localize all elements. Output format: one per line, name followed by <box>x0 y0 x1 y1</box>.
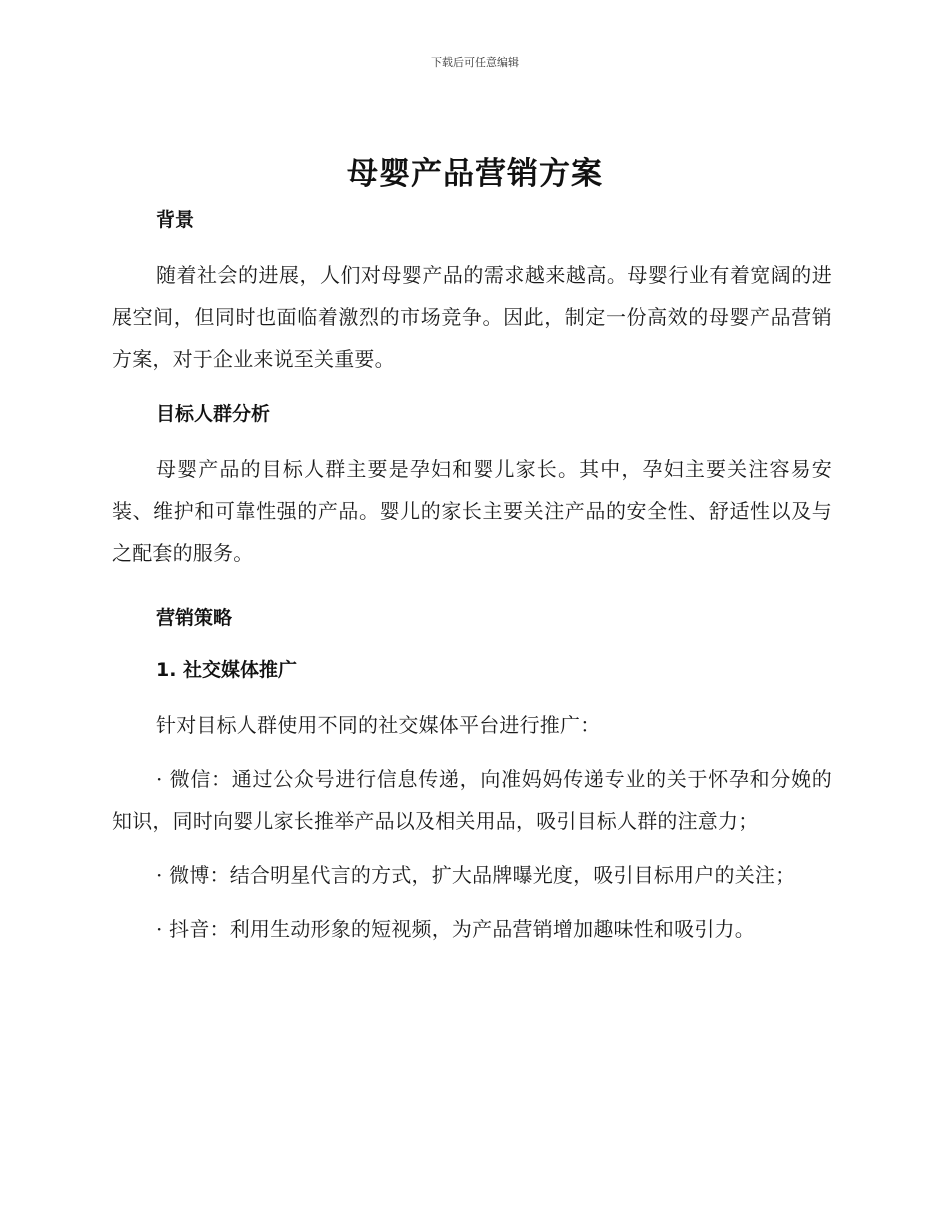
heading-target-audience: 目标人群分析 <box>156 403 271 425</box>
paragraph-target-audience: 母婴产品的目标人群主要是孕妇和婴儿家长。其中，孕妇主要关注容易安装、维护和可靠性强的产品。婴儿的家长主要关注产品的安全性、舒适性以及与之配套的服务。 <box>112 457 832 565</box>
document-title: 母婴产品营销方案 <box>347 156 603 192</box>
bullet-weibo: · 微博：结合明星代言的方式，扩大品牌曝光度，吸引目标用户的关注； <box>156 863 796 887</box>
header-note: 下载后可任意编辑 <box>431 56 519 69</box>
heading-marketing-strategy: 营销策略 <box>156 607 233 629</box>
paragraph-background: 随着社会的进展，人们对母婴产品的需求越来越高。母婴行业有着宽阔的进展空间，但同时也面临着激烈的市场竞争。因此，制定一份高效的母婴产品营销方案，对于企业来说至关重要。 <box>112 263 832 371</box>
heading-background: 背景 <box>156 209 195 231</box>
bullet-wechat: · 微信：通过公众号进行信息传递，向准妈妈传递专业的关于怀孕和分娩的知识，同时向婴儿家长推举产品以及相关用品，吸引目标人群的注意力； <box>112 767 832 833</box>
heading-social-media: 1. 社交媒体推广 <box>156 659 298 681</box>
paragraph-social-intro: 针对目标人群使用不同的社交媒体平台进行推广： <box>156 713 601 737</box>
bullet-douyin: · 抖音：利用生动形象的短视频，为产品营销增加趣味性和吸引力。 <box>156 917 755 941</box>
document-body <box>112 200 832 950</box>
